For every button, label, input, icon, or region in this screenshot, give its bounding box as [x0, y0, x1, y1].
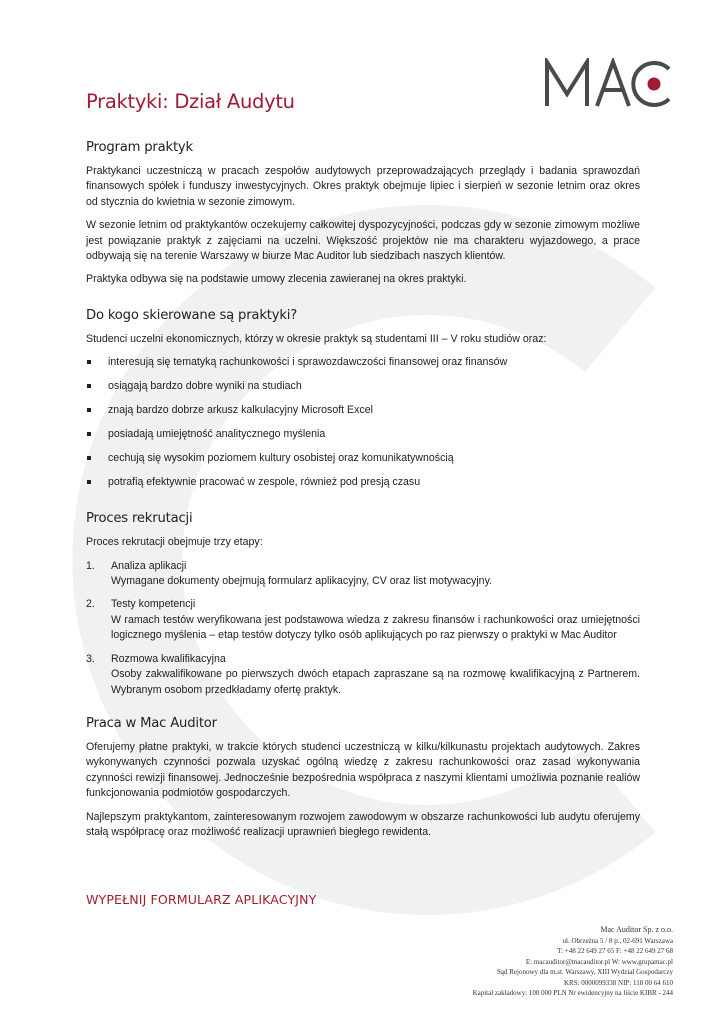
step-title: Rozmowa kwalifikacyjna [111, 652, 226, 665]
square-bullet-icon [87, 360, 91, 364]
square-bullet-icon [87, 408, 91, 412]
step-title: Testy kompetencji [111, 598, 196, 611]
paragraph: Proces rekrutacji obejmuje trzy etapy: [86, 536, 263, 549]
footer-email-web: E: macauditor@macauditor.pl W: www.grupamac.pl [525, 957, 673, 966]
section-heading: Praca w Mac Auditor [86, 715, 217, 731]
main-content [86, 140, 640, 848]
square-bullet-icon [87, 432, 91, 436]
paragraph: Oferujemy płatne praktyki, w trakcie których studenci uczestniczą w kilku/kilkunastu projektach audytowych. Zakres wykonywanych czynności pozwala uzyskać ogólną wiedzę z zakresu rachunkowości oraz zasad wykonywania czynności rewizji finansowej. Jednocześnie bezpośrednia współpraca z naszymi klientami umożliwia poznanie realiów funkcjonowania podmiotów gospodarczych. [86, 740, 640, 800]
list-item: osiągają bardzo dobre wyniki na studiach [86, 379, 640, 403]
step-item [86, 652, 640, 698]
step-item [86, 559, 640, 590]
requirements-list [86, 355, 640, 499]
recruitment-steps [86, 559, 640, 698]
list-item: znają bardzo dobrze arkusz kalkulacyjny Microsoft Excel [86, 403, 640, 427]
paragraph: Studenci uczelni ekonomicznych, którzy w okresie praktyk są studentami III – V roku studiów oraz: [86, 332, 547, 345]
step-description: Wymagane dokumenty obejmują formularz aplikacyjny, CV oraz list motywacyjny. [111, 575, 493, 588]
list-item: posiadają umiejętność analitycznego myślenia [86, 427, 640, 451]
square-bullet-icon [87, 480, 91, 484]
step-description: W ramach testów weryfikowana jest podstawowa wiedza z zakresu finansów i rachunkowości oraz umiejętności logicznego myślenia – etap testów dotyczy tylko osób aplikujących po raz pierwszy o praktyki w Mac Auditor [111, 613, 640, 642]
step-item [86, 597, 640, 643]
step-number: 1. [86, 559, 95, 572]
list-item: cechują się wysokim poziomem kultury osobistej oraz komunikatywnością [86, 451, 640, 475]
section-audience [86, 308, 640, 499]
page-title: Praktyki: Dział Audytu [86, 90, 295, 113]
paragraph: Praktyka odbywa się na podstawie umowy zlecenia zawieranej na okres praktyki. [86, 273, 467, 286]
logo-dot-icon [648, 78, 661, 91]
step-title: Analiza aplikacji [111, 559, 187, 572]
paragraph: Praktykanci uczestniczą w pracach zespołów audytowych przeprowadzających przeglądy i badania sprawozdań finansowych spółek i funduszy inwestycyjnych. Okres praktyk obejmuje lipiec i sierpień w sezonie letnim oraz okres od stycznia do kwietnia w sezonie zimowym. [86, 165, 640, 208]
list-item: interesują się tematyką rachunkowości i sprawozdawczości finansowej oraz finansów [86, 355, 640, 379]
section-work [86, 716, 640, 840]
section-heading: Do kogo skierowane są praktyki? [86, 307, 298, 323]
footer-capital: Kapitał zakładowy: 100 000 PLN Nr ewidencyjny na liście KIBR - 244 [472, 989, 673, 998]
footer-krs-nip: KRS: 0000099338 NIP: 118 00 64 610 [563, 978, 673, 987]
paragraph: Najlepszym praktykantom, zainteresowanym rozwojem zawodowym w obszarze rachunkowości lub audytu oferujemy stałą współpracę oraz możliwość realizacji uprawnień biegłego rewidenta. [86, 810, 640, 838]
section-recruitment [86, 511, 640, 698]
paragraph: W sezonie letnim od praktykantów oczekujemy całkowitej dyspozycyjności, podczas gdy w sezonie zimowym możliwe jest powiązanie praktyk z zajęciami na uczelni. Większość projektów nie ma charakteru wyjazdowego, a prace odbywają się na terenie Warszawy w biurze Mac Auditor lub siedzibach naszych klientów. [86, 219, 640, 263]
section-heading: Proces rekrutacji [86, 511, 193, 527]
step-number: 2. [86, 598, 95, 611]
step-description: Osoby zakwalifikowane po pierwszych dwóch etapach zapraszane są na rozmowę kwalifikacyjną z Partnerem. Wybranym osobom przedkładamy ofertę praktyk. [111, 668, 640, 696]
square-bullet-icon [87, 456, 91, 460]
mac-logo [545, 58, 675, 108]
footer-address: ul. Obrzeżna 5 / 8 p., 02-691 Warszawa [562, 937, 673, 945]
footer-company-name: Mac Auditor Sp. z o.o. [600, 925, 673, 934]
list-item: potrafią efektywnie pracować w zespole, również pod presją czasu [86, 475, 640, 499]
footer-court: Sąd Rejonowy dla m.st. Warszawy, XIII Wydział Gospodarczy [497, 968, 673, 977]
company-footer [373, 924, 673, 998]
footer-phone: T: +48 22 649 27 65 F: +48 22 649 27 68 [557, 947, 673, 956]
section-heading: Program praktyk [86, 140, 193, 155]
application-form-link[interactable]: WYPEŁNIJ FORMULARZ APLIKACYJNY [86, 892, 317, 907]
section-program [86, 140, 640, 288]
square-bullet-icon [87, 384, 91, 388]
step-number: 3. [86, 652, 95, 665]
